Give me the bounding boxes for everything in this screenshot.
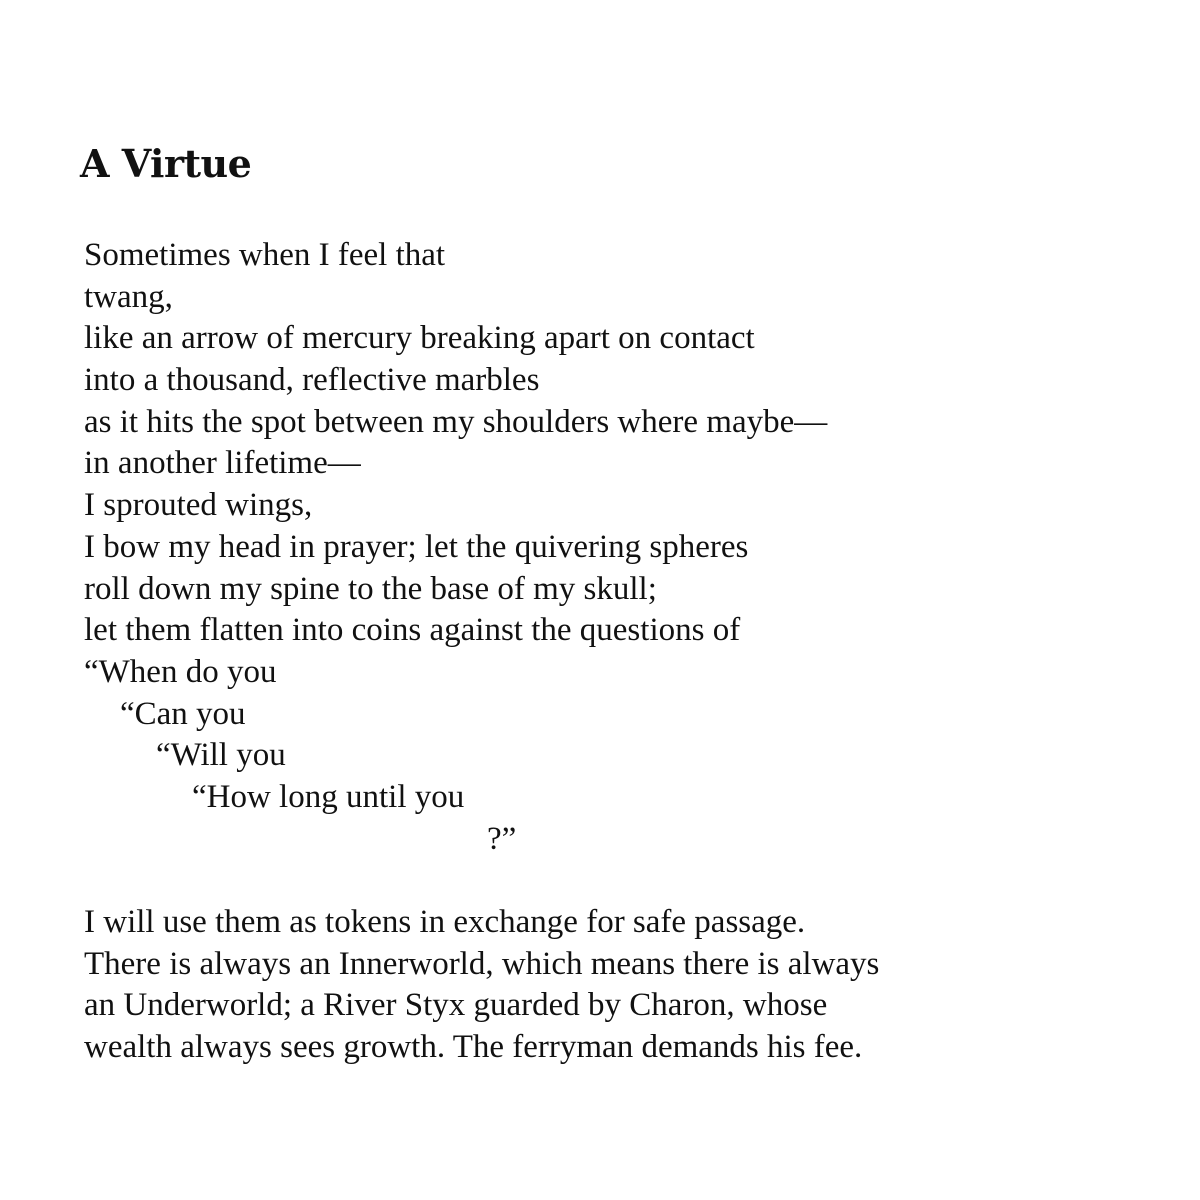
poem-title: A Virtue [80,141,252,186]
poem-line: in another lifetime— [84,445,361,482]
stanza-1 [84,235,827,860]
poem-line: as it hits the spot between my shoulders where maybe— [84,403,828,440]
poem-line: wealth always sees growth. The ferryman demands his fee. [84,1029,863,1066]
stanza-2 [84,902,879,1069]
poem-line: let them flatten into coins against the questions of [84,612,741,649]
poem-line-question-mark: ?” [487,820,517,857]
poem-line-indented: “Will you [156,737,286,774]
poem-line: twang, [84,278,173,315]
poem-line: “When do you [84,653,277,690]
poem-line: Sometimes when I feel that [84,237,446,273]
poem-line: into a thousand, reflective marbles [84,362,540,399]
poem-line-indented: “How long until you [192,778,465,815]
poem-line: an Underworld; a River Styx guarded by Charon, whose [84,987,828,1024]
poem-line: like an arrow of mercury breaking apart on contact [84,320,755,357]
poem-line: There is always an Innerworld, which means there is always [84,945,880,982]
poem-line: I bow my head in prayer; let the quivering spheres [84,528,749,565]
poem-line-indented: “Can you [120,695,246,732]
poem-line: roll down my spine to the base of my skull; [84,570,657,607]
poem-line: I sprouted wings, [84,487,313,524]
poem-line: I will use them as tokens in exchange for safe passage. [84,904,806,940]
